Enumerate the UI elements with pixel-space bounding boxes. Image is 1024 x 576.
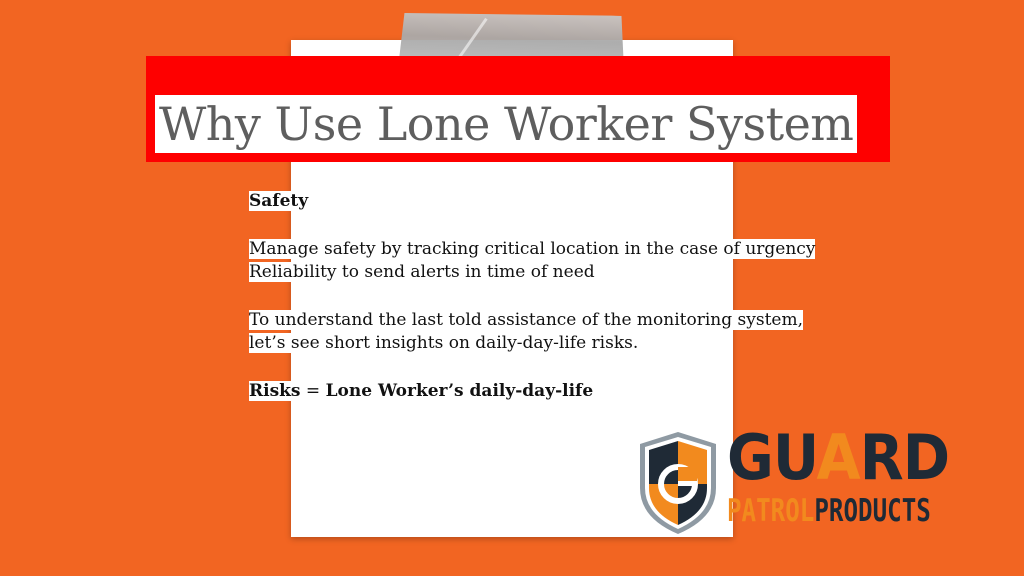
section-heading: Safety: [249, 191, 309, 211]
text-line-4: let’s see short insights on daily-day-life risks.: [249, 333, 639, 353]
logo-wordmark-sub: PATROLPRODUCTS: [727, 493, 931, 529]
risks-equals: =: [300, 381, 326, 401]
text-line-3: To understand the last told assistance of the monitoring system,: [249, 310, 804, 330]
risks-value: Lone Worker’s daily-day-life: [325, 381, 594, 401]
text-line-1: Manage safety by tracking critical location in the case of urgency: [249, 239, 816, 259]
page-title: Why Use Lone Worker System: [155, 95, 857, 153]
logo-wordmark-guard: GUARD: [727, 421, 950, 494]
text-line-2: Reliability to send alerts in time of need: [249, 262, 595, 282]
content-block: [249, 190, 829, 403]
risks-label: Risks: [249, 381, 301, 401]
